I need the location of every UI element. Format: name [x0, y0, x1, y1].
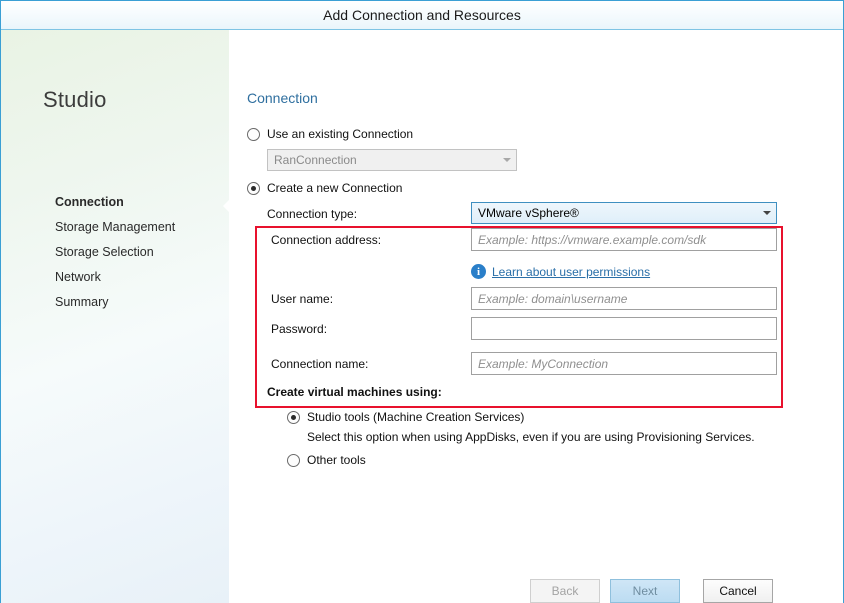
title-bar: [1, 1, 843, 30]
other-tools-radio[interactable]: [287, 454, 300, 467]
studio-tools-note: Select this option when using AppDisks, even if you are using Provisioning Services.: [307, 430, 755, 444]
create-new-connection-label: Create a new Connection: [267, 181, 403, 195]
wizard-sidebar: [1, 30, 229, 603]
create-new-connection-radio-row[interactable]: [247, 181, 402, 195]
studio-tools-radio[interactable]: [287, 411, 300, 424]
user-name-label: User name:: [271, 292, 334, 306]
connection-type-value: VMware vSphere®: [478, 206, 579, 220]
dialog-body: [1, 30, 843, 603]
sidebar-item-connection[interactable]: Connection: [55, 195, 124, 209]
studio-tools-radio-row[interactable]: [287, 410, 524, 424]
password-input[interactable]: [471, 317, 777, 340]
connection-name-input[interactable]: Example: MyConnection: [471, 352, 777, 375]
brand-label: Studio: [43, 87, 107, 112]
password-label: Password:: [271, 322, 328, 336]
next-button[interactable]: Next: [610, 579, 680, 603]
connection-address-input[interactable]: Example: https://vmware.example.com/sdk: [471, 228, 777, 251]
use-existing-connection-label: Use an existing Connection: [267, 127, 414, 141]
sidebar-item-storage-management[interactable]: Storage Management: [55, 220, 176, 234]
other-tools-radio-row[interactable]: [287, 453, 366, 467]
use-existing-connection-radio-row[interactable]: [247, 127, 413, 141]
wizard-steps: [55, 190, 225, 315]
existing-connection-value: RanConnection: [274, 153, 357, 167]
connection-name-label: Connection name:: [271, 357, 369, 371]
wizard-content: [229, 30, 843, 603]
studio-tools-label: Studio tools (Machine Creation Services): [307, 410, 525, 424]
page-title: Connection: [247, 90, 318, 106]
cancel-button[interactable]: Cancel: [703, 579, 773, 603]
chevron-down-icon: [758, 203, 776, 223]
create-vms-group-label: Create virtual machines using:: [267, 385, 442, 399]
connection-address-label: Connection address:: [271, 233, 382, 247]
sidebar-item-storage-selection[interactable]: Storage Selection: [55, 245, 154, 259]
connection-type-dropdown[interactable]: [471, 202, 777, 224]
learn-permissions-link[interactable]: [471, 264, 650, 279]
back-button[interactable]: Back: [530, 579, 600, 603]
create-new-connection-radio[interactable]: [247, 182, 260, 195]
info-icon: i: [471, 264, 486, 279]
use-existing-connection-radio[interactable]: [247, 128, 260, 141]
sidebar-item-summary[interactable]: Summary: [55, 295, 109, 309]
chevron-down-icon: [498, 150, 516, 170]
existing-connection-dropdown[interactable]: [267, 149, 517, 171]
other-tools-label: Other tools: [307, 453, 366, 467]
window-title: Add Connection and Resources: [323, 7, 521, 23]
sidebar-item-network[interactable]: Network: [55, 270, 101, 284]
connection-type-label: Connection type:: [267, 207, 358, 221]
learn-permissions-text: Learn about user permissions: [492, 264, 651, 279]
user-name-input[interactable]: Example: domain\username: [471, 287, 777, 310]
